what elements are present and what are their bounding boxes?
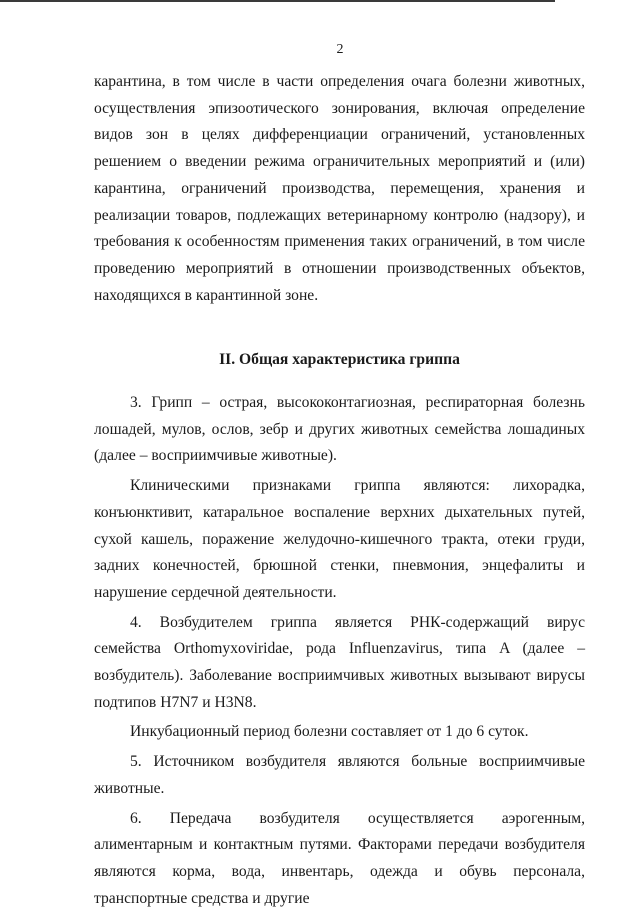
paragraph-incubation: Инкубационный период болезни составляет от 1 до 6 суток. <box>130 723 529 741</box>
paragraph-item-4: 4. Возбудителем гриппа является РНК-содержащий вирус семейства Orthomyxoviridae, рода Influenzavirus, типа A (далее – возбудитель). Заболевание восприимчивых животных вызывают вирусы подтипов H7N7 и H3N8. <box>94 613 585 711</box>
paragraph-item-3: 3. Грипп – острая, высококонтагиозная, респираторная болезнь лошадей, мулов, ослов, зебр и других животных семейства лошадиных (далее – восприимчивые животные). <box>94 394 585 465</box>
paragraph-continuation: карантина, в том числе в части определения очага болезни животных, осуществления эпизоотического зонирования, включая определение видов зон в целях дифференциации ограничений, установленных решением о введении режима ограничительных мероприятий и (или) карантина, ограничений производства, перемещения, хранения и реализации товаров, подлежащих ветеринарному контролю (надзору), и требования к особенностям применения таких ограничений, в том числе проведению мероприятий в отношении производственных объектов, находящихся в карантинной зоне. <box>94 73 585 304</box>
paragraph-clinical-signs: Клиническими признаками гриппа являются: лихорадка, конъюнктивит, катаральное воспаление верхних дыхательных путей, сухой кашель, поражение желудочно-кишечного тракта, отеки груди, задних конечностей, брюшной стенки, пневмония, энцефалиты и нарушение сердечной деятельности. <box>94 477 585 601</box>
paragraph-item-6: 6. Передача возбудителя осуществляется аэрогенным, алиментарным и контактным путями. Факторами передачи возбудителя являются корма, вода, инвентарь, одежда и обувь персонала, транспортные средства и другие <box>94 809 585 907</box>
page-number: 2 <box>336 42 344 57</box>
top-border-line <box>0 0 555 2</box>
paragraph-item-5: 5. Источником возбудителя являются больные восприимчивые животные. <box>94 753 585 797</box>
section-title: II. Общая характеристика гриппа <box>219 351 460 369</box>
document-body <box>94 69 585 912</box>
